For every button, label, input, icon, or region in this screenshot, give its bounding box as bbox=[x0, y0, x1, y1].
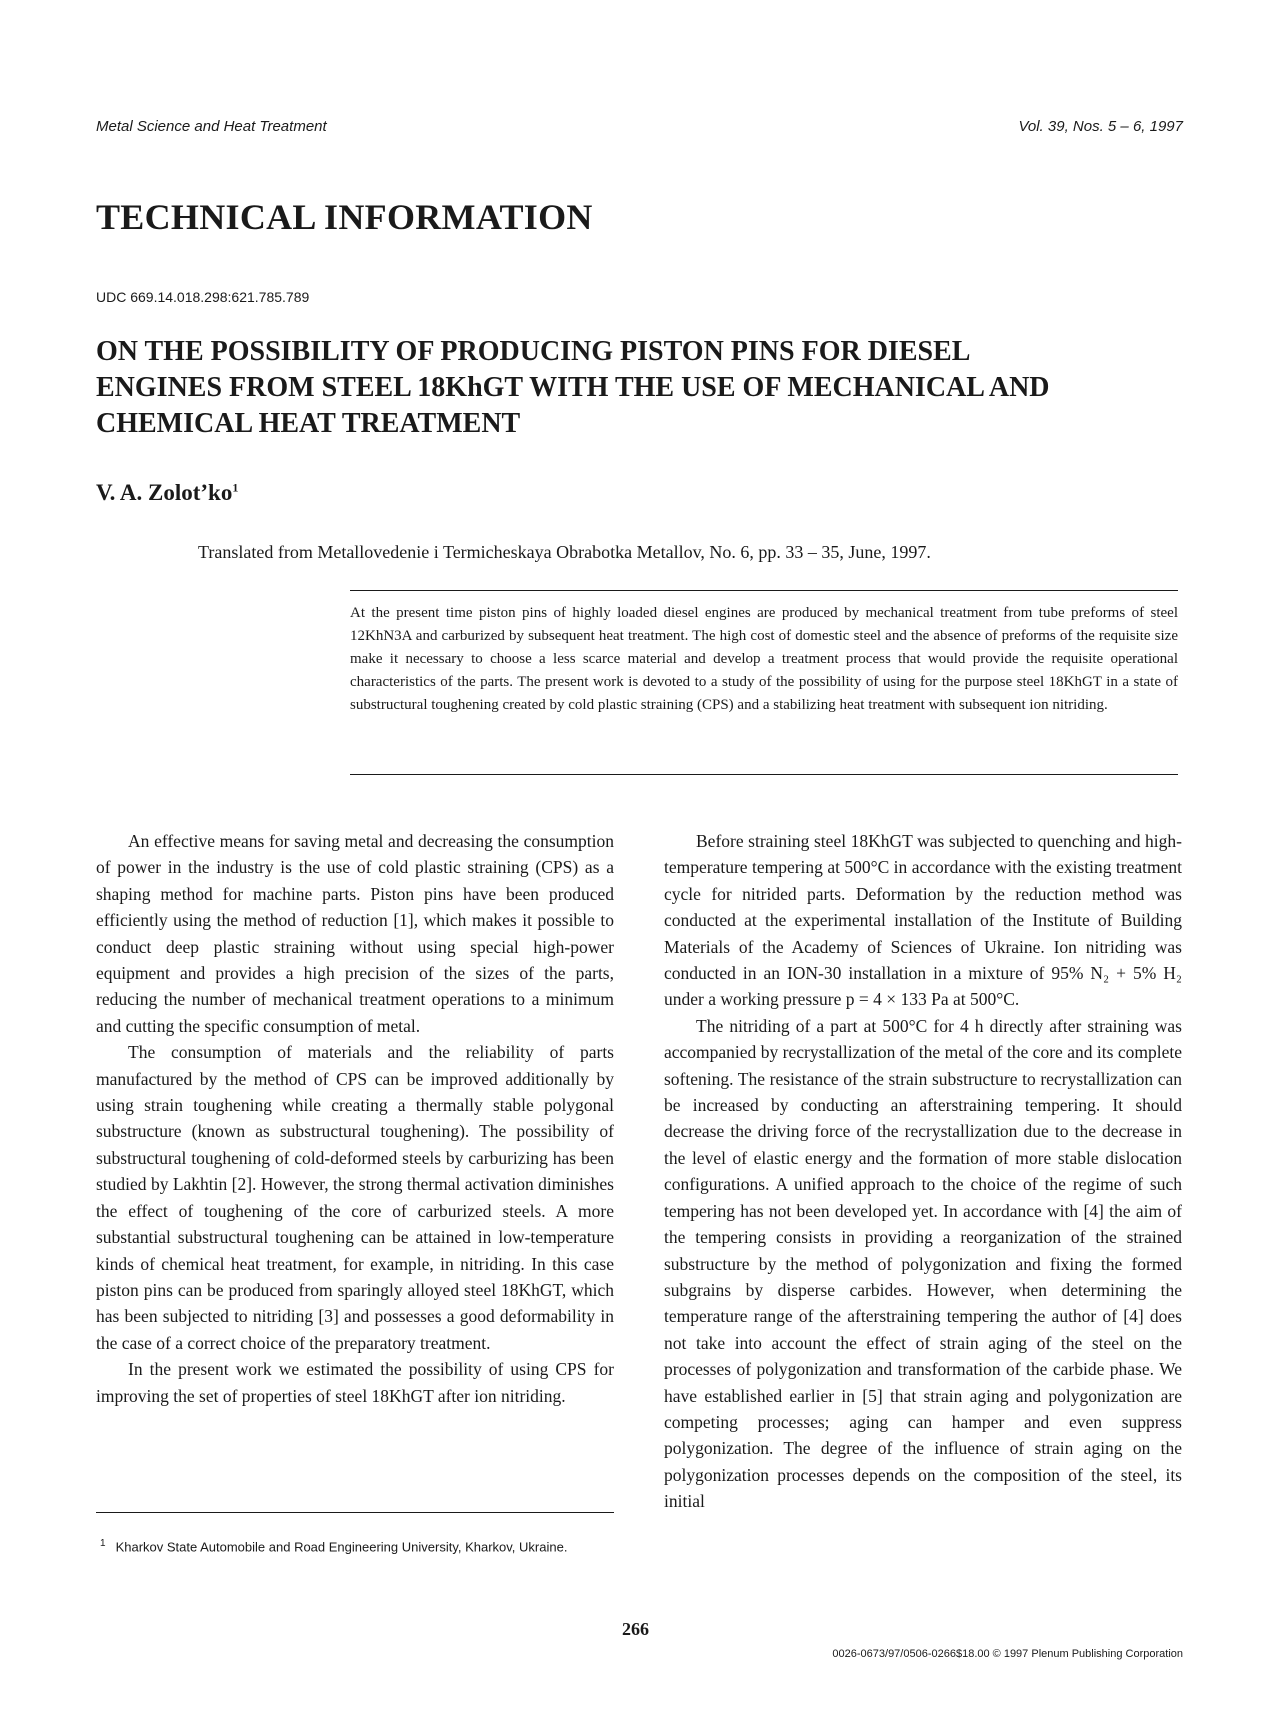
footnote-rule bbox=[96, 1512, 614, 1513]
copyright-line: 0026-0673/97/0506-0266$18.00 © 1997 Plenum Publishing Corporation bbox=[832, 1648, 1183, 1660]
abstract-bottom-rule bbox=[350, 774, 1178, 775]
section-title: TECHNICAL INFORMATION bbox=[96, 197, 593, 237]
abstract: At the present time piston pins of highly loaded diesel engines are produced by mechanical treatment from tube preforms of steel 12KhN3A and carburized by subsequent heat treatment. The high cost of domestic steel and the absence of preforms of the requisite size make it necessary to choose a less scarce material and develop a treatment process that would provide the requisite operational characteristics of the parts. The present work is devoted to a study of the possibility of using for the purpose steel 18KhGT in a state of substructural toughening created by cold plastic straining (CPS) and a stabilizing heat treatment with subsequent ion nitriding. bbox=[350, 605, 1178, 713]
body-paragraph: The nitriding of a part at 500°C for 4 h directly after straining was accompanied by recrystallization of the metal of the core and its complete softening. The resistance of the strain substructure to recrystallization can be increased by conducting an afterstraining tempering. It should decrease the driving force of the recrystallization due to the decrease in the level of elastic energy and the formation of more stable dislocation configurations. A unified approach to the choice of the regime of such tempering has not been developed yet. In accordance with [4] the aim of the tempering consists in providing a reorganization of the strained substructure by the method of polygonization and fixing the formed subgrains by disperse carbides. However, when determining the temperature range of the afterstraining tempering the author of [4] does not take into account the effect of strain aging of the steel on the processes of polygonization and transformation of the carbide phase. We have established earlier in [5] that strain aging and polygonization are competing processes; aging can hamper and even suppress polygonization. The degree of the influence of strain aging on the polygonization processes depends on the composition of the steel, its initial bbox=[664, 1015, 1182, 1512]
body-paragraph: In the present work we estimated the possibility of using CPS for improving the set of properties of steel 18KhGT after ion nitriding. bbox=[96, 1359, 614, 1406]
author-name: V. A. Zolot’ko bbox=[96, 480, 233, 505]
footnote-text: Kharkov State Automobile and Road Engineering University, Kharkov, Ukraine. bbox=[115, 1539, 568, 1555]
footnote-mark: 1 bbox=[100, 1538, 106, 1549]
page-number: 266 bbox=[622, 1619, 649, 1639]
body-paragraph: The consumption of materials and the reliability of parts manufactured by the method of CPS can be improved additionally by using strain toughening while creating a thermally stable polygonal substructure (known as substructural toughening). The possibility of substructural toughening of cold-deformed steels by carburizing has been studied by Lakhtin [2]. However, the strong thermal activation diminishes the effect of toughening of the core of carburized steels. A more substantial substructural toughening can be attained in low-temperature kinds of chemical heat treatment, for example, in nitriding. In this case piston pins can be produced from sparingly alloyed steel 18KhGT, which has been subjected to nitriding [3] and possesses a good deformability in the case of a correct choice of the preparatory treatment. bbox=[96, 1042, 614, 1353]
author bbox=[96, 480, 238, 506]
volume-issue: Vol. 39, Nos. 5 – 6, 1997 bbox=[1018, 118, 1183, 135]
abstract-top-rule bbox=[350, 590, 1178, 591]
footnote bbox=[100, 1534, 620, 1557]
author-footnote-mark: 1 bbox=[232, 480, 239, 495]
translated-from: Translated from Metallovedenie i Termicheskaya Obrabotka Metallov, No. 6, pp. 33 – 35, June, 1997. bbox=[198, 542, 931, 562]
body-paragraph: Before straining steel 18KhGT was subjected to quenching and high-temperature tempering at 500°C in accordance with the existing treatment cycle for nitrided parts. Deformation by the reduction method was conducted at the experimental installation of the Institute of Building Materials of the Academy of Sciences of Ukraine. Ion nitriding was conducted in an ION-30 installation in a mixture of 95% N₂ + 5% H₂ under a working pressure p = 4 × 133 Pa at 500°C. bbox=[664, 831, 1182, 1010]
journal-name: Metal Science and Heat Treatment bbox=[96, 118, 327, 135]
body-paragraph: An effective means for saving metal and decreasing the consumption of power in the industry is the use of cold plastic straining (CPS) as a shaping method for machine parts. Piston pins have been produced efficiently using the method of reduction [1], which makes it possible to conduct deep plastic straining without using special high-power equipment and provides a high precision of the sizes of the parts, reducing the number of mechanical treatment operations to a minimum and cutting the specific consumption of metal. bbox=[96, 831, 614, 1036]
body-column-right bbox=[664, 828, 1182, 1515]
udc-code: UDC 669.14.018.298:621.785.789 bbox=[96, 289, 310, 305]
paper-title: ON THE POSSIBILITY OF PRODUCING PISTON PINS FOR DIESEL ENGINES FROM STEEL 18KhGT WITH THE USE OF MECHANICAL AND CHEMICAL HEAT TREATMENT bbox=[96, 336, 1050, 439]
body-column-left bbox=[96, 828, 614, 1409]
